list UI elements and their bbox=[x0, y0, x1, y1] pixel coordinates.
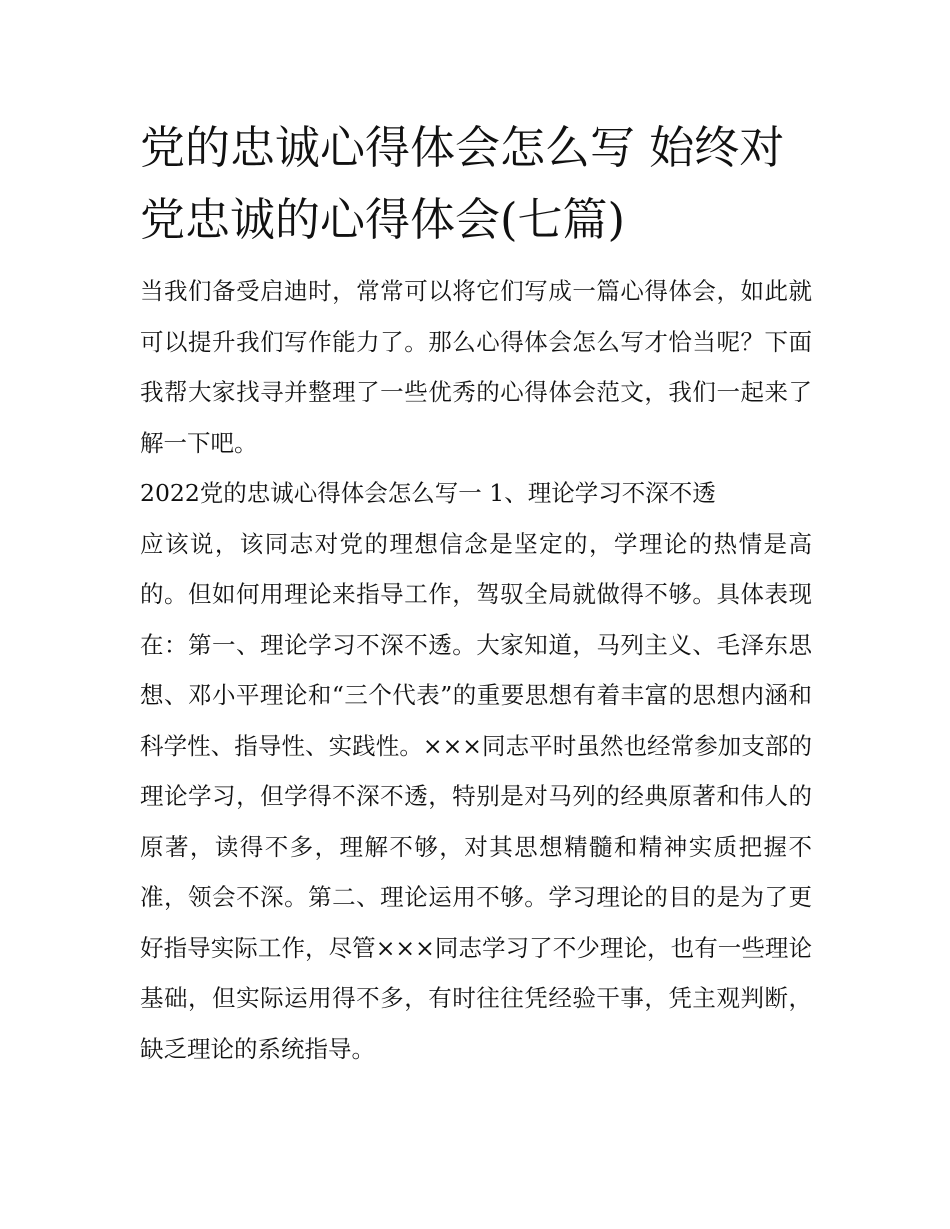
document-page bbox=[140, 112, 812, 1074]
body-paragraph: 应该说，该同志对党的理想信念是坚定的，学理论的热情是高的。但如何用理论来指导工作，驾驭全局就做得不够。具体表现在：第一、理论学习不深不透。大家知道，马列主义、毛泽东思想、邓小平理论和“三个代表”的重要思想有着丰富的思想内涵和科学性、指导性、实践性。×××同志平时虽然也经常参加支部的理论学习，但学得不深不透，特别是对马列的经典原著和伟人的原著，读得不多，理解不够，对其思想精髓和精神实质把握不准，领会不深。第二、理论运用不够。学习理论的目的是为了更好指导实际工作，尽管×××同志学习了不少理论，也有一些理论基础，但实际运用得不多，有时往往凭经验干事，凭主观判断，缺乏理论的系统指导。 bbox=[140, 529, 812, 1063]
document-title: 党的忠诚心得体会怎么写 始终对党忠诚的心得体会(七篇) bbox=[140, 121, 785, 246]
section-heading: 2022党的忠诚心得体会怎么写一 1、理论学习不深不透 bbox=[140, 479, 716, 507]
intro-paragraph: 当我们备受启迪时，常常可以将它们写成一篇心得体会，如此就可以提升我们写作能力了。那么心得体会怎么写才恰当呢？下面我帮大家找寻并整理了一些优秀的心得体会范文，我们一起来了解一下吧。 bbox=[140, 277, 812, 457]
